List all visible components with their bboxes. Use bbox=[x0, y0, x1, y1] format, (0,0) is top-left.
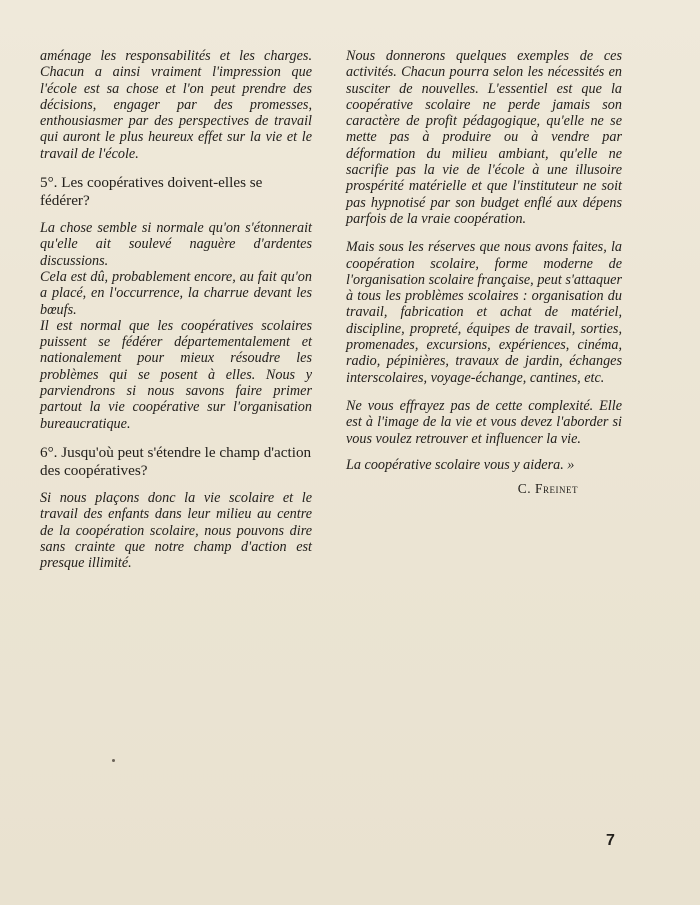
left-paragraph-3: Cela est dû, probablement encore, au fait qu'on a placé, en l'occurrence, la charrue devant les bœufs. bbox=[40, 268, 312, 318]
paper-speck bbox=[112, 759, 115, 762]
right-column bbox=[346, 48, 622, 497]
section-5-heading: 5°. Les coopératives doivent-elles se fédérer? bbox=[40, 174, 263, 210]
page-number: 7 bbox=[606, 832, 615, 849]
left-paragraph-5: Si nous plaçons donc la vie scolaire et le travail des enfants dans leur milieu au centre de la coopération scolaire, nous pouvons dire sans crainte que notre champ d'action est presque illimité. bbox=[40, 489, 312, 572]
right-paragraph-3: Ne vous effrayez pas de cette complexité. Elle est à l'image de la vie et vous devez l'aborder si vous voulez retrouver et influencer la vie. bbox=[346, 397, 622, 447]
left-paragraph-2: La chose semble si normale qu'on s'étonnerait qu'elle ait soulevé naguère d'ardentes discussions. bbox=[40, 220, 312, 269]
left-paragraph-1: aménage les responsabilités et les charges. Chacun a ainsi vraiment l'impression que l'école est sa chose et l'on peut prendre des décisions, engager par des promesses, enthousiasmer par des perspectives de travail qui auront le plus heureux effet sur la vie et le travail de l'école. bbox=[40, 48, 312, 162]
left-column bbox=[40, 48, 312, 571]
closing-line: La coopérative scolaire vous y aidera. » bbox=[346, 456, 575, 473]
section-6-heading: 6°. Jusqu'où peut s'étendre le champ d'action des coopératives? bbox=[40, 443, 312, 479]
right-paragraph-2: Mais sous les réserves que nous avons faites, la coopération scolaire, forme moderne de l'organisation scolaire française, peut s'attaquer à tous les problèmes scolaires : organisation du travail, fabrication et achat de matériel, discipline, propreté, équipes de travail, sorties, promenades, excursions, expériences, cinéma, radio, pépinières, travaux de jardin, échanges interscolaires, voyage-échange, cantines, etc. bbox=[346, 239, 622, 386]
right-paragraph-1: Nous donnerons quelques exemples de ces activités. Chacun pourra selon les nécessités en susciter de nouvelles. L'essentiel est que la coopérative scolaire ne perde jamais son caractère de profit pédagogique, qu'elle ne se mette pas à produire ou à vendre par déformation du milieu ambiant, qu'elle ne sacrifie pas la vie de l'école à une illusoire prospérité matérielle et que l'instituteur ne soit pas hypnotisé par son budget enflé aux dépens parfois de la vraie coopération. bbox=[346, 48, 622, 227]
left-paragraph-4: Il est normal que les coopératives scolaires puissent se fédérer départementalement et nationalement pour mieux résoudre les problèmes qui se posent à elles. Nous y parviendrons si nous savons faire primer partout la vie coopérative sur l'organisation bureaucratique. bbox=[40, 317, 312, 432]
author-signature: C. Freinet bbox=[517, 481, 578, 497]
